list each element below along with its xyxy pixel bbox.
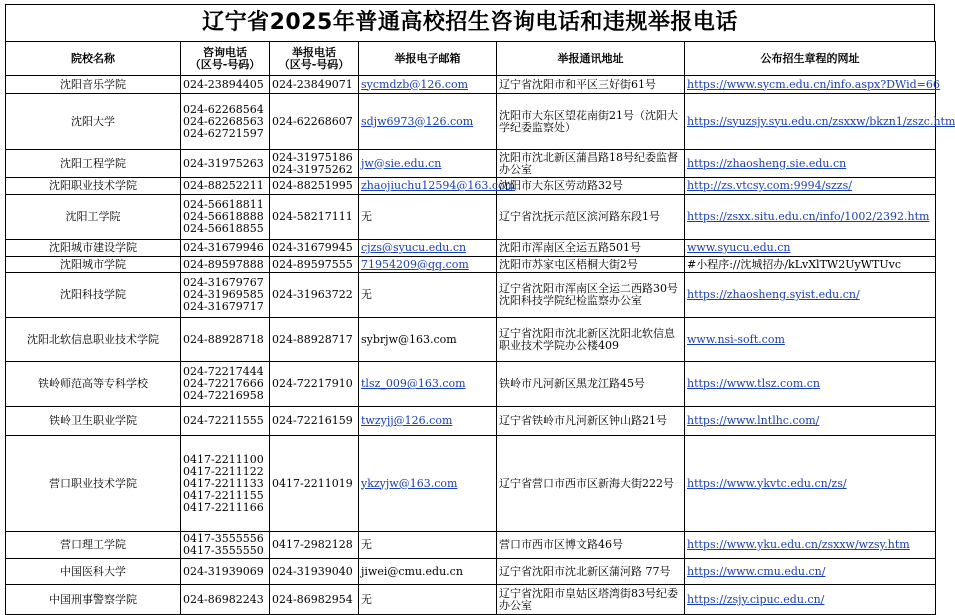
school-name-cell: 沈阳工学院 [6, 195, 181, 240]
admission-website-link[interactable]: https://zsjy.cipuc.edu.cn/ [687, 592, 825, 606]
report-phone-number: 024-72216159 [272, 414, 353, 427]
header-consult-phone-line1: 咨询电话 [203, 45, 247, 59]
admission-website-cell [685, 195, 936, 240]
admission-website-link[interactable]: http://zs.vtcsy.com:9994/szzs/ [687, 179, 852, 192]
report-phone-number: 024-88251995 [272, 179, 353, 192]
school-name-cell: 营口职业技术学院 [6, 436, 181, 532]
report-email-cell [359, 585, 497, 615]
table-row [6, 585, 936, 615]
admission-website-cell [685, 257, 936, 273]
report-email-cell [359, 532, 497, 559]
report-address-cell: 辽宁省沈阳市皇姑区塔湾街83号纪委办公室 [497, 585, 685, 615]
report-address-cell: 沈阳市苏家屯区梧桐大街2号 [497, 257, 685, 273]
admission-website-cell [685, 273, 936, 318]
consult-phone-number: 024-89597888 [183, 257, 264, 271]
table-row [6, 559, 936, 585]
consult-phone-number: 024-31679717 [183, 300, 264, 313]
report-email-cell [359, 150, 497, 178]
report-address-cell: 辽宁省沈阳市浑南区全运二西路30号沈阳科技学院纪检监察办公室 [497, 273, 685, 318]
consult-phone-number: 024-72217444 [183, 365, 264, 378]
report-email-link[interactable]: ykzyjw@163.com [361, 476, 458, 490]
page-title: 辽宁省2025年普通高校招生咨询电话和违规举报电话 [5, 4, 935, 41]
report-address-cell: 辽宁省铁岭市凡河新区钟山路21号 [497, 407, 685, 436]
report-phone-number: 024-72217910 [272, 377, 353, 390]
consult-phone-cell [181, 240, 270, 257]
admission-website-link[interactable]: https://zhaosheng.syist.edu.cn/ [687, 288, 860, 301]
report-email-cell [359, 195, 497, 240]
consult-phone-cell [181, 76, 270, 94]
consult-phone-number: 024-72211555 [183, 414, 264, 427]
table-row [6, 407, 936, 436]
admission-website-link[interactable]: https://www.cmu.edu.cn/ [687, 564, 826, 578]
report-address-cell: 辽宁省沈阳市沈北新区沈阳北软信息职业技术学院办公楼409 [497, 318, 685, 362]
report-email-cell [359, 240, 497, 257]
hotline-table [5, 41, 955, 615]
report-email-cell [359, 407, 497, 436]
header-report-phone-line2: （区号-号码） [278, 57, 350, 71]
report-phone-cell [270, 150, 359, 178]
report-address-cell: 沈阳市大东区劳动路32号 [497, 178, 685, 195]
table-row [6, 362, 936, 407]
report-phone-number: 024-31963722 [272, 288, 353, 301]
report-phone-number: 024-31975186 [272, 150, 353, 164]
report-phone-number: 024-58217111 [272, 210, 353, 223]
consult-phone-number: 024-31939069 [183, 564, 264, 578]
consult-phone-number: 024-62268563 [183, 114, 264, 128]
consult-phone-number: 024-72216958 [183, 389, 264, 402]
table-row [6, 436, 936, 532]
admission-website-cell [685, 585, 936, 615]
school-name-cell: 沈阳工程学院 [6, 150, 181, 178]
consult-phone-cell [181, 362, 270, 407]
admission-website-cell [685, 76, 940, 94]
report-phone-cell [270, 532, 359, 559]
consult-phone-cell [181, 178, 270, 195]
report-phone-number: 024-86982954 [272, 592, 353, 606]
table-row [6, 94, 936, 150]
admission-hotline-sheet [5, 4, 955, 615]
consult-phone-number: 024-88928718 [183, 332, 264, 346]
report-email-link[interactable]: zhaojiuchu12594@163.com [361, 179, 516, 192]
admission-website-link[interactable]: https://zhaosheng.sie.edu.cn [687, 156, 847, 170]
consult-phone-number: 024-62721597 [183, 126, 264, 140]
consult-phone-number: 024-72217666 [183, 377, 264, 390]
consult-phone-number: 024-31679767 [183, 276, 264, 289]
report-email-cell [359, 94, 497, 150]
school-name-cell: 沈阳北软信息职业技术学院 [6, 318, 181, 362]
report-phone-cell [270, 195, 359, 240]
report-address-cell: 沈阳市沈北新区蒲昌路18号纪委监督办公室 [497, 150, 685, 178]
report-phone-cell [270, 76, 359, 94]
admission-website-link[interactable]: https://www.yku.edu.cn/zsxxw/wzsy.htm [687, 538, 910, 551]
table-row [6, 318, 936, 362]
school-name-cell: 中国医科大学 [6, 559, 181, 585]
consult-phone-number: 024-56618811 [183, 198, 264, 211]
report-address-cell: 辽宁省沈阳市和平区三好街61号 [497, 76, 685, 94]
consult-phone-number: 024-56618888 [183, 210, 264, 223]
report-email-link[interactable]: jw@sie.edu.cn [361, 156, 442, 170]
report-phone-cell [270, 273, 359, 318]
table-body [6, 76, 955, 615]
admission-website-cell [685, 318, 936, 362]
report-address-cell: 辽宁省营口市西市区新海大街222号 [497, 436, 685, 532]
consult-phone-number: 0417-2211100 [183, 452, 264, 466]
table-row [6, 195, 936, 240]
admission-website-cell [685, 436, 936, 532]
school-name-cell: 营口理工学院 [6, 532, 181, 559]
report-email-text: jiwei@cmu.edu.cn [361, 564, 463, 578]
school-name-cell: 沈阳大学 [6, 94, 181, 150]
consult-phone-cell [181, 559, 270, 585]
consult-phone-cell [181, 257, 270, 273]
admission-website-cell [685, 362, 936, 407]
consult-phone-cell [181, 407, 270, 436]
admission-website-link[interactable]: https://www.ykvtc.edu.cn/zs/ [687, 476, 847, 490]
report-email-link[interactable]: tlsz_009@163.com [361, 377, 466, 390]
header-website: 公布招生章程的网址 [685, 42, 936, 76]
admission-website-cell [685, 178, 936, 195]
report-email-text: 无 [361, 538, 372, 551]
report-phone-number: 024-31679945 [272, 241, 353, 254]
admission-website-cell [685, 94, 955, 150]
report-phone-cell [270, 318, 359, 362]
consult-phone-cell [181, 585, 270, 615]
report-address-cell: 营口市西市区博文路46号 [497, 532, 685, 559]
report-phone-cell [270, 362, 359, 407]
admission-website-cell [685, 240, 936, 257]
report-email-link[interactable]: sdjw6973@126.com [361, 114, 474, 128]
report-email-cell [359, 559, 497, 585]
report-phone-cell [270, 407, 359, 436]
admission-website-link[interactable]: https://www.sycm.edu.cn/info.aspx?DWid=66 [687, 77, 940, 91]
report-email-cell [359, 178, 516, 195]
consult-phone-cell [181, 94, 270, 150]
table-row [6, 178, 936, 195]
school-name-cell: 沈阳城市建设学院 [6, 240, 181, 257]
report-phone-number: 024-88928717 [272, 332, 353, 346]
header-email: 举报电子邮箱 [359, 42, 497, 76]
table-row [6, 240, 936, 257]
report-email-cell [359, 436, 497, 532]
consult-phone-number: 024-86982243 [183, 592, 264, 606]
report-email-text: sybrjw@163.com [361, 332, 457, 346]
consult-phone-cell [181, 532, 270, 559]
report-email-link[interactable]: 71954209@qq.com [361, 257, 469, 271]
report-phone-cell [270, 257, 359, 273]
consult-phone-cell [181, 195, 270, 240]
admission-website-cell [685, 532, 936, 559]
admission-miniprogram-text: #小程序://沈城招办/kLvXlTW2UyWTUvc [687, 257, 901, 271]
admission-website-link[interactable]: www.nsi-soft.com [687, 332, 785, 346]
header-address: 举报通讯地址 [497, 42, 685, 76]
report-email-link[interactable]: sycmdzb@126.com [361, 77, 469, 91]
report-email-cell [359, 76, 497, 94]
consult-phone-cell [181, 273, 270, 318]
table-header-row [6, 42, 936, 76]
consult-phone-number: 0417-2211166 [183, 500, 264, 514]
report-address-cell: 铁岭市凡河新区黑龙江路45号 [497, 362, 685, 407]
consult-phone-number: 0417-3555556 [183, 532, 264, 545]
consult-phone-number: 024-23894405 [183, 77, 264, 91]
report-phone-cell [270, 559, 359, 585]
admission-website-link[interactable]: https://zsxx.situ.edu.cn/info/1002/2392.htm [687, 210, 930, 223]
table-row [6, 532, 936, 559]
report-email-cell [359, 362, 497, 407]
consult-phone-number: 0417-2211133 [183, 476, 264, 490]
header-report-phone-line1: 举报电话 [292, 45, 336, 59]
school-name-cell: 沈阳城市学院 [6, 257, 181, 273]
consult-phone-number: 024-31679946 [183, 241, 264, 254]
report-email-cell [359, 273, 497, 318]
school-name-cell: 沈阳科技学院 [6, 273, 181, 318]
admission-website-cell [685, 150, 936, 178]
report-phone-number: 024-62268607 [272, 114, 353, 128]
report-email-link[interactable]: cjzs@syucu.edu.cn [361, 241, 467, 254]
admission-website-link[interactable]: www.syucu.edu.cn [687, 241, 791, 254]
table-row [6, 150, 936, 178]
admission-website-cell [685, 559, 936, 585]
consult-phone-number: 0417-2211122 [183, 464, 264, 478]
report-phone-number: 024-89597555 [272, 257, 353, 271]
report-phone-number: 024-23849071 [272, 77, 353, 91]
report-phone-cell [270, 436, 359, 532]
report-phone-cell [270, 585, 359, 615]
report-email-text: 无 [361, 210, 372, 223]
report-phone-cell [270, 178, 359, 195]
report-email-link[interactable]: twzyjj@126.com [361, 414, 453, 427]
consult-phone-number: 024-31975263 [183, 156, 264, 170]
report-phone-number: 0417-2982128 [272, 538, 353, 551]
header-consult-phone [181, 42, 270, 76]
consult-phone-number: 024-62268564 [183, 102, 264, 116]
school-name-cell: 沈阳职业技术学院 [6, 178, 181, 195]
report-address-cell: 辽宁省沈抚示范区滨河路东段1号 [497, 195, 685, 240]
consult-phone-number: 024-31969585 [183, 288, 264, 301]
admission-website-cell [685, 407, 936, 436]
report-address-cell: 沈阳市大东区望花南街21号（沈阳大学纪委监察处） [497, 94, 685, 150]
consult-phone-cell [181, 150, 270, 178]
header-consult-phone-line2: （区号-号码） [189, 57, 261, 71]
school-name-cell: 铁岭师范高等专科学校 [6, 362, 181, 407]
consult-phone-number: 0417-3555550 [183, 544, 264, 557]
school-name-cell: 中国刑事警察学院 [6, 585, 181, 615]
header-report-phone [270, 42, 359, 76]
admission-website-link[interactable]: https://www.tlsz.com.cn [687, 377, 820, 390]
report-phone-number: 0417-2211019 [272, 476, 353, 490]
report-address-cell: 沈阳市浑南区全运五路501号 [497, 240, 685, 257]
report-phone-number: 024-31939040 [272, 564, 353, 578]
consult-phone-number: 024-88252211 [183, 179, 264, 192]
report-address-cell: 辽宁省沈阳市沈北新区蒲河路 77号 [497, 559, 685, 585]
admission-website-link[interactable]: https://www.lntlhc.com/ [687, 414, 820, 427]
admission-website-link[interactable]: https://syuzsjy.syu.edu.cn/zsxxw/bkzn1/zszc.htm [687, 114, 955, 128]
table-row [6, 273, 936, 318]
report-phone-cell [270, 94, 359, 150]
header-school: 院校名称 [6, 42, 181, 76]
consult-phone-number: 0417-2211155 [183, 488, 264, 502]
table-row [6, 257, 936, 273]
report-email-text: 无 [361, 592, 372, 606]
school-name-cell: 沈阳音乐学院 [6, 76, 181, 94]
report-email-cell [359, 257, 497, 273]
report-email-text: 无 [361, 288, 372, 301]
consult-phone-number: 024-56618855 [183, 222, 264, 235]
report-email-cell [359, 318, 497, 362]
report-phone-number: 024-31975262 [272, 162, 353, 176]
school-name-cell: 铁岭卫生职业学院 [6, 407, 181, 436]
consult-phone-cell [181, 318, 270, 362]
consult-phone-cell [181, 436, 270, 532]
table-row [6, 76, 936, 94]
report-phone-cell [270, 240, 359, 257]
